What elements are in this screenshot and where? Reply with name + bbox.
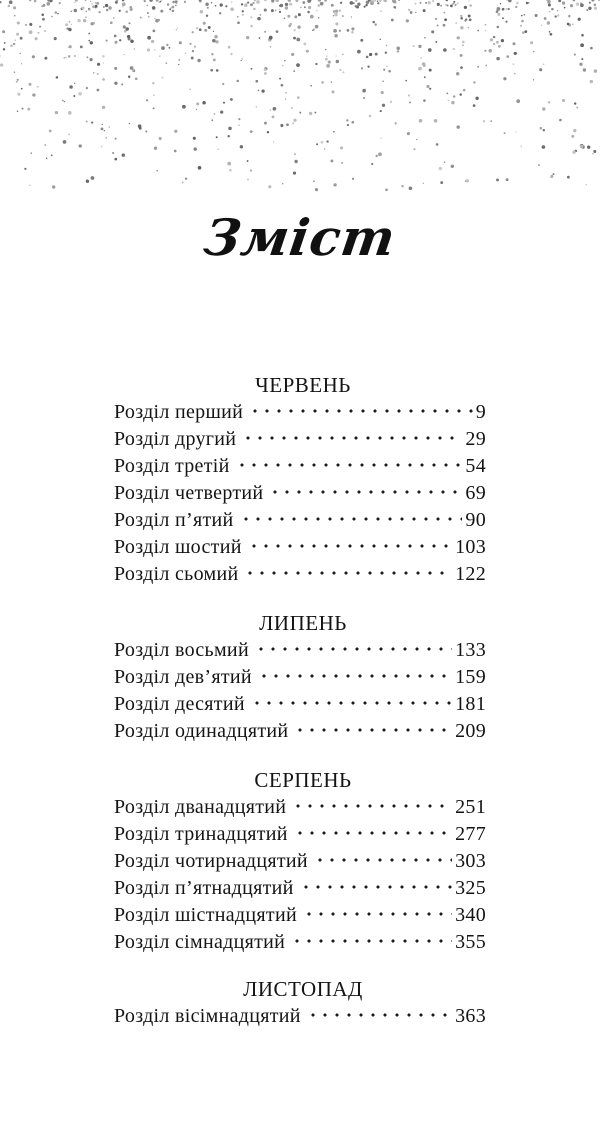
toc-section-november	[114, 976, 486, 1030]
page-number: 277	[455, 823, 486, 845]
toc-entry[interactable]	[114, 426, 486, 453]
toc-entry[interactable]	[114, 637, 486, 664]
toc-entry[interactable]	[114, 929, 486, 956]
chapter-label: Розділ шостий	[114, 536, 242, 558]
toc-entry[interactable]	[114, 399, 486, 426]
chapter-label: Розділ сьомий	[114, 563, 239, 585]
page-number: 159	[455, 666, 486, 688]
page-title: Зміст	[200, 208, 400, 267]
page-number: 69	[465, 482, 486, 504]
dot-leader	[249, 409, 473, 413]
page-number: 9	[475, 401, 486, 423]
chapter-label: Розділ третій	[114, 455, 230, 477]
toc-section-august	[114, 767, 486, 956]
page-number: 355	[455, 931, 486, 953]
speckled-header-decoration	[0, 0, 600, 200]
page-number: 340	[455, 904, 486, 926]
chapter-label: Розділ тринадцятий	[114, 823, 288, 845]
toc-entry[interactable]	[114, 453, 486, 480]
dot-leader	[236, 463, 463, 467]
chapter-label: Розділ перший	[114, 401, 244, 423]
chapter-label: Розділ четвертий	[114, 482, 264, 504]
chapter-label: Розділ п’ятий	[114, 509, 234, 531]
chapter-label: Розділ одинадцятий	[114, 720, 289, 742]
dot-leader	[255, 647, 452, 651]
dot-leader	[269, 490, 462, 494]
page-number: 90	[465, 509, 486, 531]
page-number: 251	[455, 796, 486, 818]
dot-leader	[294, 831, 452, 835]
page-number: 103	[455, 536, 486, 558]
dot-leader	[251, 701, 452, 705]
page-number: 181	[455, 693, 486, 715]
dot-leader	[248, 544, 452, 548]
dot-leader	[291, 939, 452, 943]
toc-entry[interactable]	[114, 794, 486, 821]
dot-leader	[242, 436, 462, 440]
toc-entry[interactable]	[114, 691, 486, 718]
chapter-label: Розділ дев’ятий	[114, 666, 252, 688]
chapter-label: Розділ дванадцятий	[114, 796, 287, 818]
toc-entry[interactable]	[114, 902, 486, 929]
table-of-contents	[114, 372, 486, 1030]
toc-entry[interactable]	[114, 821, 486, 848]
toc-entry[interactable]	[114, 507, 486, 534]
dot-leader	[240, 517, 463, 521]
page-number: 54	[465, 455, 486, 477]
chapter-label: Розділ другий	[114, 428, 237, 450]
dot-leader	[258, 674, 452, 678]
dot-leader	[300, 885, 452, 889]
toc-entry[interactable]	[114, 875, 486, 902]
page-number: 325	[455, 877, 486, 899]
toc-section-july	[114, 610, 486, 745]
dot-leader	[244, 571, 452, 575]
dot-leader	[314, 858, 452, 862]
chapter-label: Розділ шістнадцятий	[114, 904, 297, 926]
chapter-label: Розділ сімнадцятий	[114, 931, 286, 953]
page-number: 209	[455, 720, 486, 742]
chapter-label: Розділ вісімнадцятий	[114, 1005, 301, 1027]
dot-leader	[294, 728, 452, 732]
chapter-label: Розділ чотирнадцятий	[114, 850, 308, 872]
page-number: 303	[455, 850, 486, 872]
dot-leader	[292, 804, 452, 808]
toc-entry[interactable]	[114, 664, 486, 691]
page-number: 29	[465, 428, 486, 450]
toc-entry[interactable]	[114, 561, 486, 588]
section-heading: ЧЕРВЕНЬ	[255, 373, 351, 397]
toc-section-june	[114, 372, 486, 588]
dot-leader	[303, 912, 452, 916]
chapter-label: Розділ п’ятнадцятий	[114, 877, 294, 899]
page-number: 363	[455, 1005, 486, 1027]
toc-entry[interactable]	[114, 718, 486, 745]
toc-entry[interactable]	[114, 480, 486, 507]
section-heading: ЛИСТОПАД	[243, 977, 363, 1001]
dot-leader	[307, 1013, 452, 1017]
toc-entry[interactable]	[114, 848, 486, 875]
section-heading: ЛИПЕНЬ	[259, 611, 347, 635]
toc-entry[interactable]	[114, 1003, 486, 1030]
chapter-label: Розділ восьмий	[114, 639, 249, 661]
toc-entry[interactable]	[114, 534, 486, 561]
page-number: 122	[455, 563, 486, 585]
section-heading: СЕРПЕНЬ	[254, 768, 352, 792]
chapter-label: Розділ десятий	[114, 693, 245, 715]
page-number: 133	[455, 639, 486, 661]
